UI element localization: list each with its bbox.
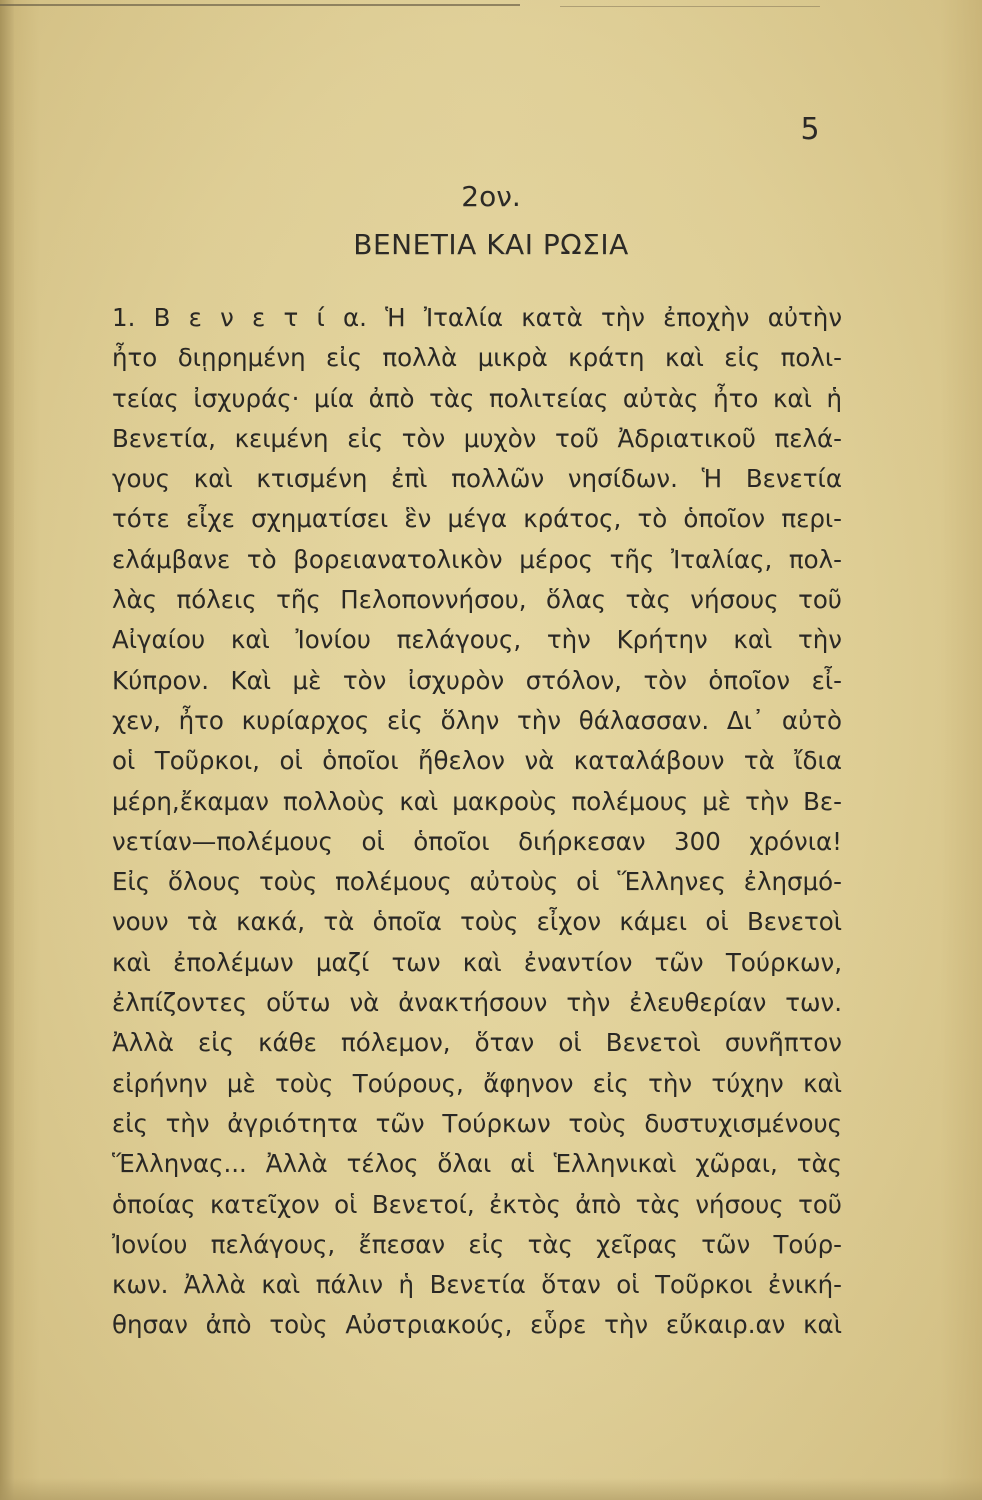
text-line: ελάμβανε τὸ βορειανατολικὸν μέρος τῆς Ἰταλίας, πολ-: [112, 544, 842, 574]
top-edge-mark: [0, 4, 520, 6]
text-line: Εἰς ὅλους τοὺς πολέμους αὐτοὺς οἱ Ἕλληνες ἐλησμό-: [112, 867, 842, 897]
body-text: [112, 298, 842, 1346]
page-bottom-edge: [0, 1478, 982, 1500]
text-line: Αἰγαίου καὶ Ἰονίου πελάγους, τὴν Κρήτην καὶ τὴν: [112, 625, 842, 655]
chapter-title: ΒΕΝΕΤΙΑ ΚΑΙ ΡΩΣΙΑ: [353, 228, 629, 261]
text-line: εἰρήνην μὲ τοὺς Τούρους, ἄφηνον εἰς τὴν τύχην καὶ: [112, 1068, 842, 1098]
text-line: μέρη,ἔκαμαν πολλοὺς καὶ μακροὺς πολέμους μὲ τὴν Βε-: [112, 786, 842, 816]
top-edge-mark-right: [560, 6, 820, 7]
text-line: τείας ἰσχυράς· μία ἀπὸ τὰς πολιτείας αὐτὰς ἦτο καὶ ἡ: [112, 383, 842, 413]
text-line: ἐλπίζοντες οὕτω νὰ ἀνακτήσουν τὴν ἐλευθερίαν των.: [112, 988, 842, 1018]
text-line: οἱ Τοῦρκοι, οἱ ὁποῖοι ἤθελον νὰ καταλάβουν τὰ ἴδια: [112, 746, 842, 776]
text-line: χεν, ἦτο κυρίαρχος εἰς ὅλην τὴν θάλασσαν. Δι᾿ αὐτὸ: [112, 705, 842, 735]
text-line: νουν τὰ κακά, τὰ ὁποῖα τοὺς εἶχον κάμει οἱ Βενετοὶ: [112, 907, 842, 937]
text-line: Ἰονίου πελάγους, ἔπεσαν εἰς τὰς χεῖρας τῶν Τούρ-: [112, 1229, 842, 1259]
text-line: τότε εἶχε σχηματίσει ἓν μέγα κράτος, τὸ ὁποῖον περι-: [112, 504, 842, 534]
text-line: νετίαν—πολέμους οἱ ὁποῖοι διήρκεσαν 300 χρόνια!: [112, 826, 842, 856]
text-line: Ἀλλὰ εἰς κάθε πόλεμον, ὅταν οἱ Βενετοὶ συνῆπτον: [112, 1028, 842, 1058]
page-number: 5: [800, 112, 820, 147]
text-line: εἰς τὴν ἀγριότητα τῶν Τούρκων τοὺς δυστυχισμένους: [112, 1108, 842, 1138]
text-line: θησαν ἀπὸ τοὺς Αὐστριακούς, εὗρε τὴν εὔκαιρ.αν καὶ: [112, 1310, 842, 1340]
text-line: ἦτο διῃρημένη εἰς πολλὰ μικρὰ κράτη καὶ εἰς πολι-: [112, 343, 842, 373]
text-line: Ἕλληνας... Ἀλλὰ τέλος ὅλαι αἱ Ἑλληνικαὶ χῶραι, τὰς: [112, 1149, 842, 1179]
text-line: ὁποίας κατεῖχον οἱ Βενετοί, ἐκτὸς ἀπὸ τὰς νήσους τοῦ: [112, 1189, 842, 1219]
text-line: Κύπρον. Καὶ μὲ τὸν ἰσχυρὸν στόλον, τὸν ὁποῖον εἶ-: [112, 665, 842, 695]
page-binding-edge: [0, 0, 14, 1500]
text-line: Βενετία, κειμένη εἰς τὸν μυχὸν τοῦ Ἀδριατικοῦ πελά-: [112, 423, 842, 453]
text-line: λὰς πόλεις τῆς Πελοποννήσου, ὅλας τὰς νήσους τοῦ: [112, 585, 842, 615]
text-line: γους καὶ κτισμένη ἐπὶ πολλῶν νησίδων. Ἡ Βενετία: [112, 464, 842, 494]
text-line: κων. Ἀλλὰ καὶ πάλιν ἡ Βενετία ὅταν οἱ Τοῦρκοι ἐνική-: [112, 1270, 842, 1300]
chapter-number: 2ον.: [461, 180, 521, 213]
text-line: 1. Β ε ν ε τ ί α. Ἡ Ἰταλία κατὰ τὴν ἐποχὴν αὐτὴν: [112, 303, 842, 332]
text-line: καὶ ἐπολέμων μαζί των καὶ ἐναντίον τῶν Τούρκων,: [112, 947, 842, 977]
